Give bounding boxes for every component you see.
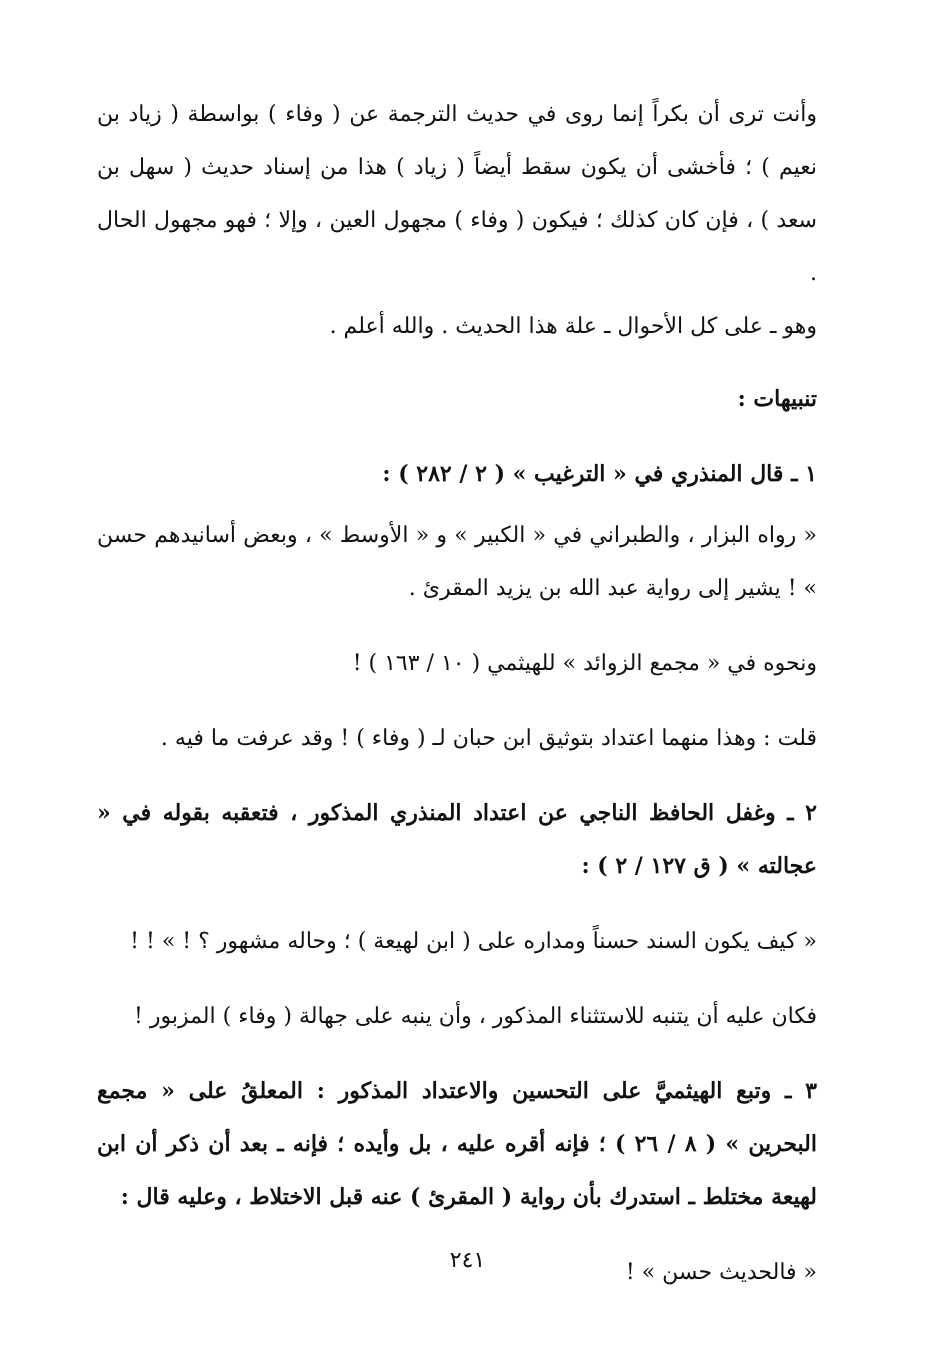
note-3: ٣ ـ وتبع الهيثميَّ على التحسين والاعتداد المذكور : المعلقُ على « مجمع البحرين » ( ٨ / ٢٦ ) ؛ فإنه أقره عليه ، بل وأيده ؛ فإنه ـ بعد أن ذكر أن ابن لهيعة مختلط ـ استدرك بأن رواية ( المقرئ ) عنه قبل الاختلاط ، وعليه قال :: [97, 1078, 817, 1210]
quote-haythami: ونحوه في « مجمع الزوائد » للهيثمي ( ١٠ / ١٦٣ ) !: [352, 651, 817, 676]
quote-naji: « كيف يكون السند حسناً ومداره على ( ابن لهيعة ) ؛ وحاله مشهور ؟ ! » ! !: [130, 929, 817, 954]
quote-hasan: « فالحديث حسن » !: [625, 1260, 817, 1285]
page-number: ٢٤١: [449, 1248, 486, 1273]
author-comment: فكان عليه أن يتنبه للاستثناء المذكور ، وأن ينبه على جهالة ( وفاء ) المزبور !: [134, 1004, 817, 1029]
paragraph-intro: وأنت ترى أن بكراً إنما روى في حديث الترجمة عن ( وفاء ) بواسطة ( زياد بن نعيم ) ؛ فأخشى أن يكون سقط أيضاً ( زياد ) هذا من إسناد حديث ( سهل بن سعد ) ، فإن كان كذلك ؛ فيكون ( وفاء ) مجهول العين ، وإلا ؛ فهو مجهول الحال .: [97, 102, 817, 286]
author-remark: قلت : وهذا منهما اعتداد بتوثيق ابن حبان لـ ( وفاء ) ! وقد عرفت ما فيه .: [160, 726, 817, 751]
page-body: [97, 88, 817, 1299]
section-heading: تنبيهات :: [737, 386, 817, 412]
paragraph-conclusion: وهو ـ على كل الأحوال ـ علة هذا الحديث . والله أعلم .: [329, 314, 817, 339]
note-1: ١ ـ قال المنذري في « الترغيب » ( ٢ / ٢٨٢ ) :: [382, 461, 817, 487]
quote-mundhiri: « رواه البزار ، والطبراني في « الكبير » و « الأوسط » ، وبعض أسانيدهم حسن » ! يشير إلى رواية عبد الله بن يزيد المقرئ .: [97, 523, 817, 601]
note-2: ٢ ـ وغفل الحافظ الناجي عن اعتداد المنذري المذكور ، فتعقبه بقوله في « عجالته » ( ق ١٢٧ / ٢ ) :: [97, 800, 817, 879]
